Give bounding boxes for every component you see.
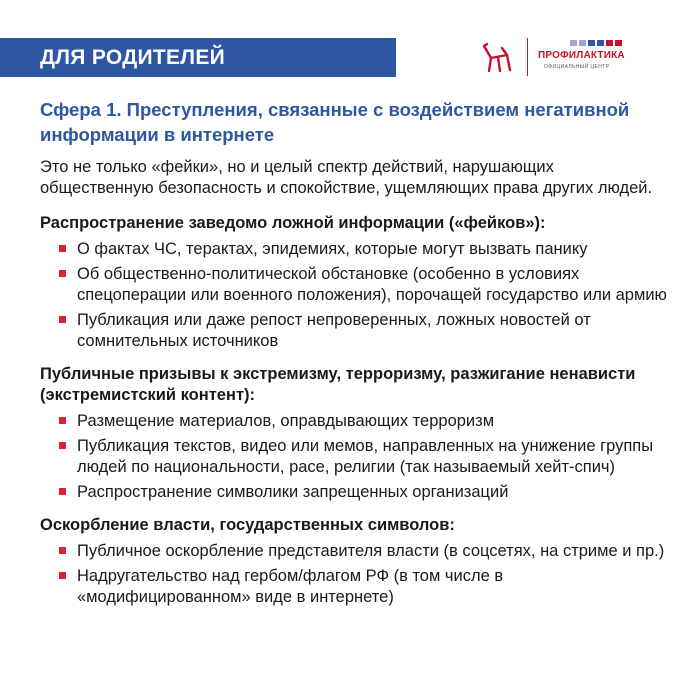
section-fakes: [40, 213, 670, 352]
section-title: Оскорбление власти, государственных символов:: [40, 516, 455, 534]
list-item-text: Публикация или даже репост непроверенных, ложных новостей от сомнительных источников: [77, 311, 591, 350]
list-item: [40, 482, 670, 503]
list-item-text: Об общественно-политической обстановке (особенно в условиях спецоперации или военного положения), порочащей государство или армию: [77, 265, 667, 304]
list-item-text: Публичное оскорбление представителя власти (в соцсетях, на стриме и пр.): [77, 542, 665, 560]
page-title: Сфера 1. Преступления, связанные с воздействием негативной информации в интернете: [40, 99, 630, 145]
bullet-square-icon: [59, 245, 66, 252]
list-item: [40, 436, 670, 478]
logo-divider: [527, 38, 528, 76]
logo-squares: [570, 40, 622, 46]
section-title: Публичные призывы к экстремизму, терроризму, разжигание ненависти (экстремистский контент):: [40, 365, 636, 404]
bullet-list: [40, 541, 670, 608]
main-content: [40, 97, 670, 620]
page-banner: [0, 38, 396, 77]
bullet-square-icon: [59, 488, 66, 495]
bullet-square-icon: [59, 417, 66, 424]
bullet-square-icon: [59, 316, 66, 323]
bullet-square-icon: [59, 442, 66, 449]
list-item: [40, 310, 670, 352]
list-item: [40, 411, 670, 432]
bullet-square-icon: [59, 572, 66, 579]
list-item: [40, 264, 670, 306]
list-item: [40, 566, 670, 608]
intro-paragraph: Это не только «фейки», но и целый спектр действий, нарушающих общественную безопасность и спокойствие, ущемляющих права других людей.: [40, 158, 653, 197]
section-insult-authority: [40, 515, 670, 608]
logo-subtitle: ОФИЦИАЛЬНЫЙ ЦЕНТР: [544, 64, 610, 70]
list-item: [40, 541, 670, 562]
logo-title: ПРОФИЛАКТИКА: [538, 50, 625, 61]
bullet-square-icon: [59, 270, 66, 277]
section-title: Распространение заведомо ложной информации («фейков»):: [40, 214, 546, 232]
list-item-text: Публикация текстов, видео или мемов, направленных на унижение группы людей по национальности, расе, религии (так называемый хейт-спич): [77, 437, 654, 476]
section-extremism: [40, 364, 670, 503]
list-item: [40, 239, 670, 260]
bullet-list: [40, 239, 670, 352]
list-item-text: Надругательство над гербом/флагом РФ (в том числе в «модифицированном» виде в интернете): [77, 567, 504, 606]
list-item-text: О фактах ЧС, терактах, эпидемиях, которые могут вызвать панику: [77, 240, 588, 258]
bullet-list: [40, 411, 670, 503]
logo: [472, 36, 662, 78]
banner-label: ДЛЯ РОДИТЕЛЕЙ: [40, 46, 226, 69]
bullet-square-icon: [59, 547, 66, 554]
chair-icon: [480, 40, 514, 74]
list-item-text: Размещение материалов, оправдывающих терроризм: [77, 412, 495, 430]
list-item-text: Распространение символики запрещенных организаций: [77, 483, 509, 501]
